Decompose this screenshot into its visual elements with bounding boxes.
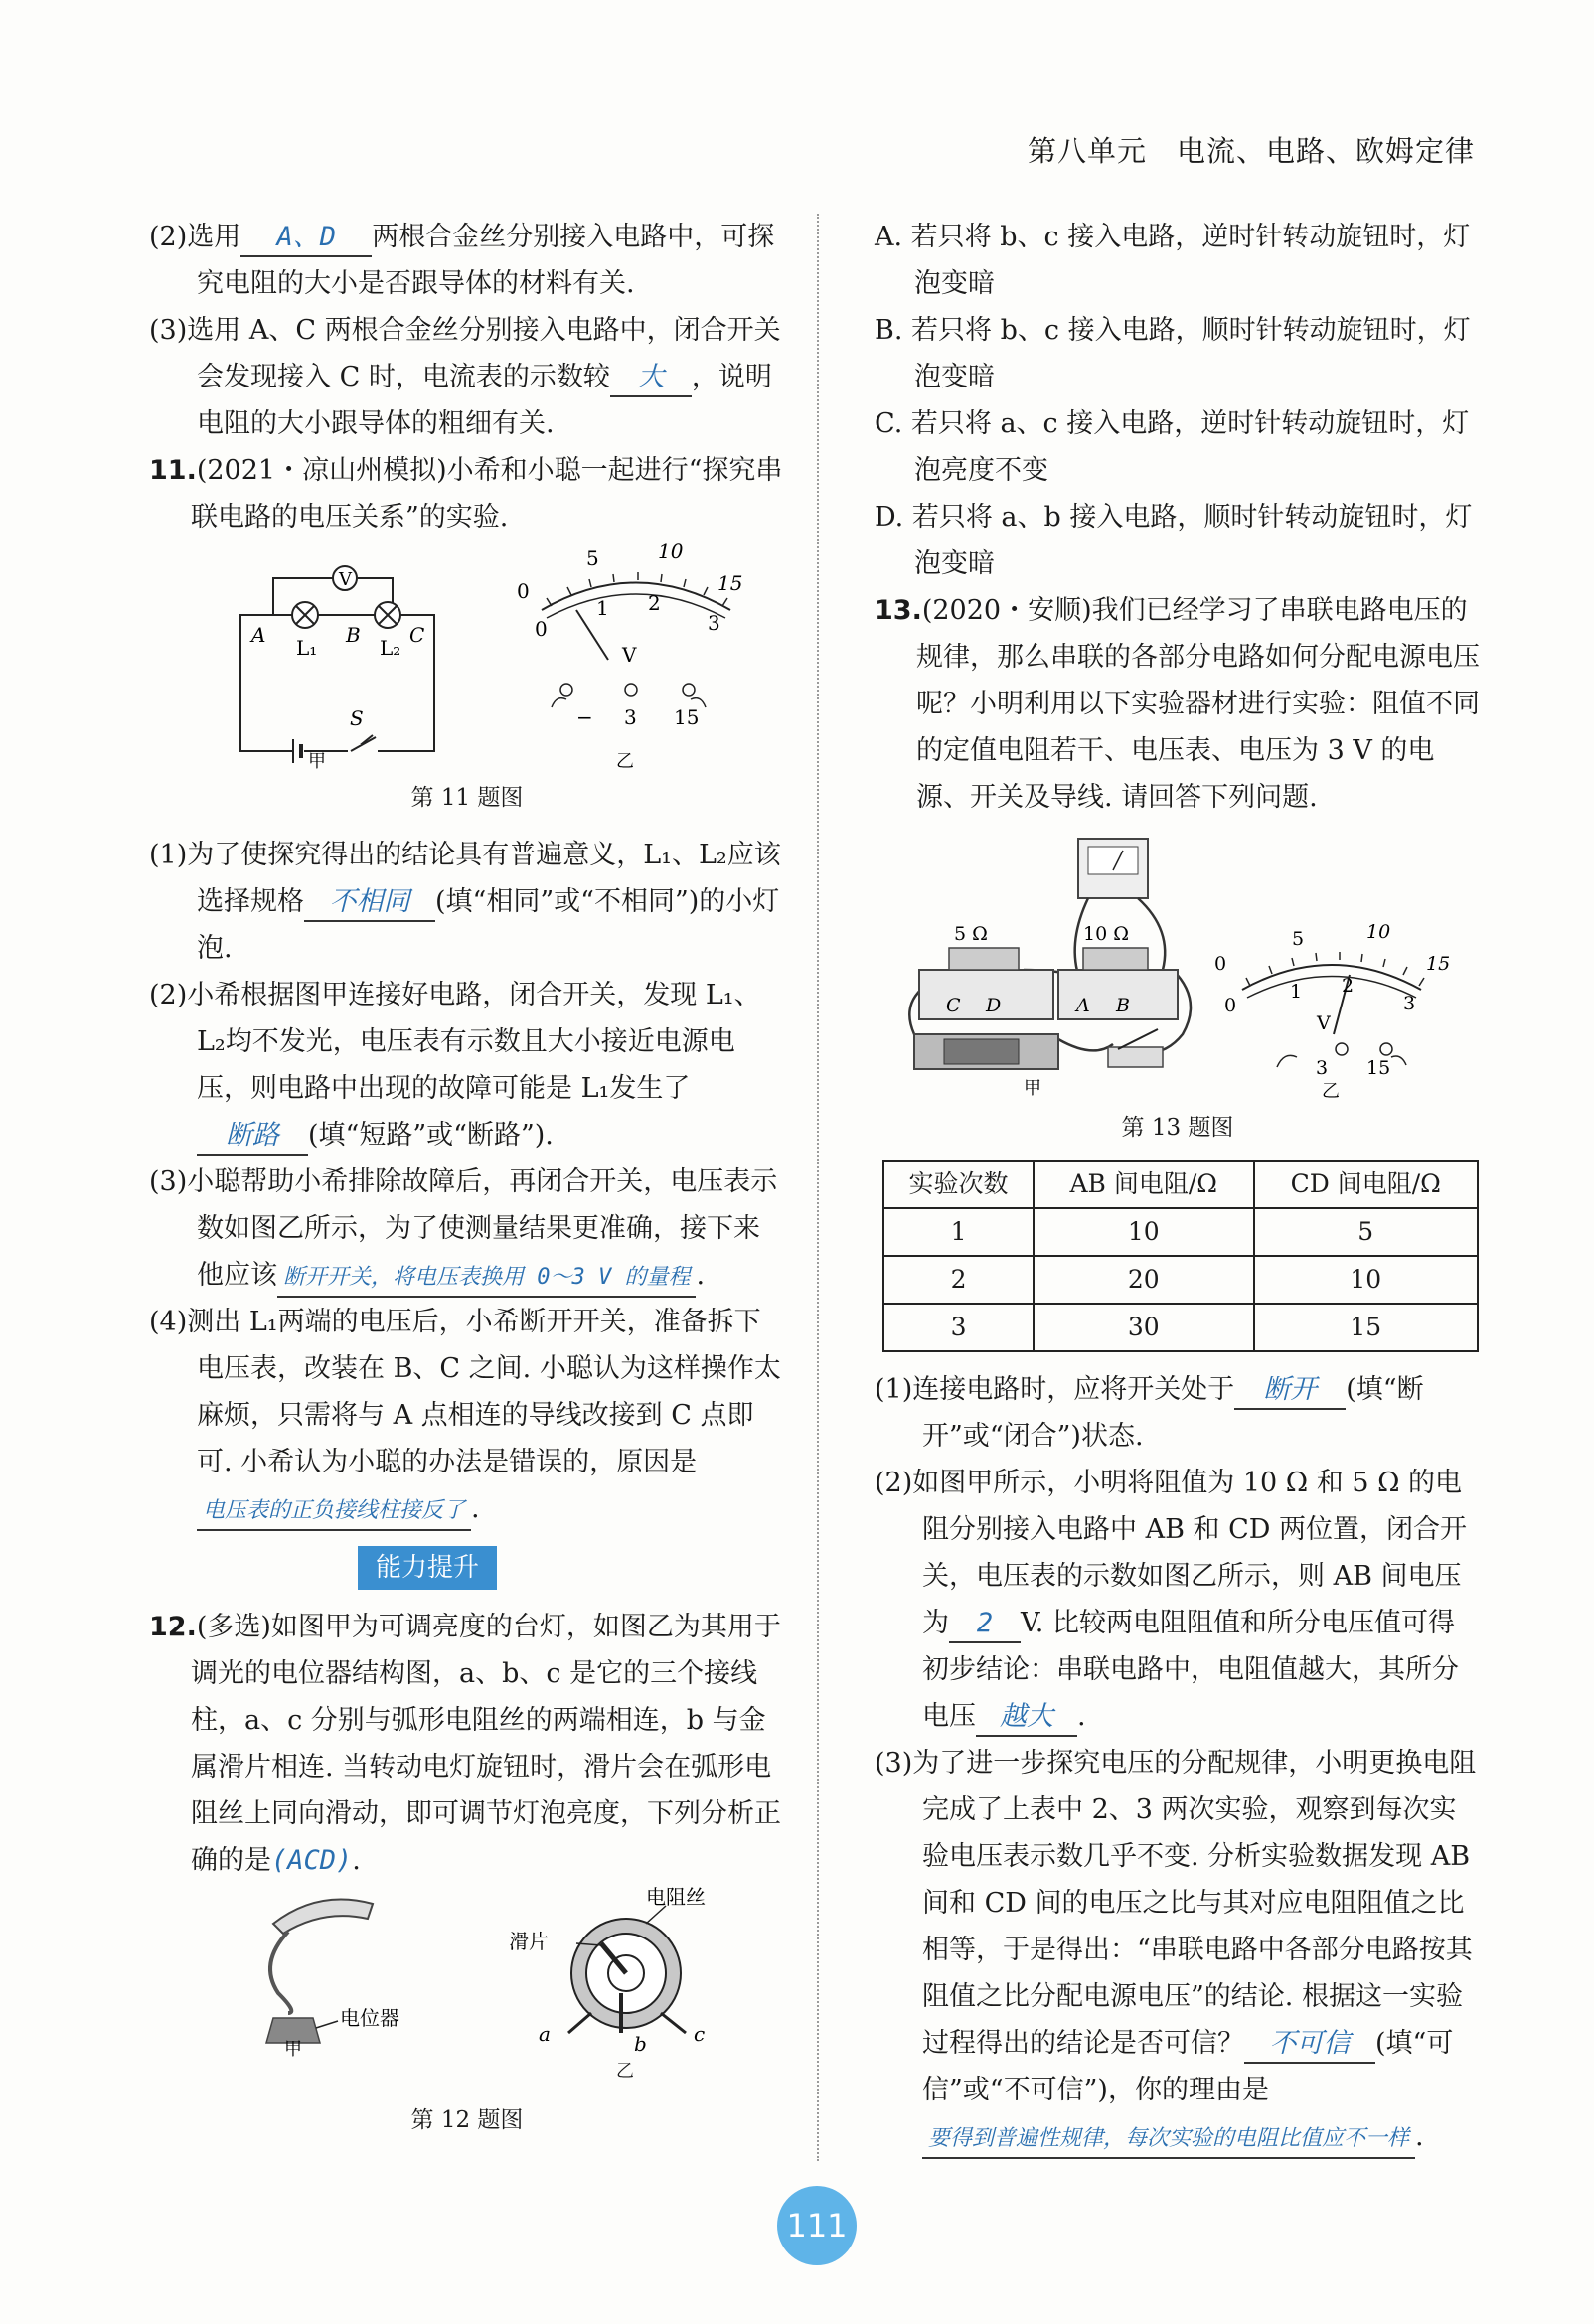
fig13-label: A [1076,995,1090,1016]
fig12-label: 电位器 [340,2006,399,2030]
table-cell: 20 [1034,1256,1253,1304]
q11-part2: (2)小希根据图甲连接好电路，闭合开关，发现 L₁、L₂均不发光，电压表有示数且大小接近电源电压，则电路中出现的故障可能是 L₁发生了断路 (填“短路”或“断路”). [149,972,785,1159]
fig11-label: L₁ [296,636,318,660]
answer-blank[interactable]: 断开 [1234,1372,1346,1410]
answer-blank[interactable]: 2 [949,1606,1021,1643]
q11-part4: (4)测出 L₁两端的电压后，小希断开开关，准备拆下电压表，改装在 B、C 之间. 小聪认为这样操作太麻烦，只需将与 A 点相连的导线改接到 C 点即可. 小希认为小聪的办法是错误的，原因是电压表的正负接线柱接反了 . [149,1299,785,1532]
fig12-diagram [149,1884,785,2058]
fig13-label: 乙 [1322,1081,1340,1099]
fig12-label: 滑片 [509,1930,549,1953]
fig13-tick: 2 [1342,975,1355,997]
answer-blank[interactable]: 要得到普遍性规律，每次实验的电阻比值应不一样 [922,2121,1415,2159]
fig11-label: S [350,706,364,730]
option-d[interactable]: D. 若只将 a、b 接入电路，顺时针转动旋钮时，灯泡变暗 [875,502,1473,579]
table-header: CD 间电阻/Ω [1254,1161,1478,1208]
fig11-tick: 10 [658,541,684,563]
fig11-tick: 0 [517,579,530,603]
table-header: AB 间电阻/Ω [1034,1161,1253,1208]
fig11-tick: 15 [717,571,743,595]
fig12 [149,1884,785,2058]
table-cell: 10 [1254,1256,1478,1304]
data-table [882,1160,1479,1352]
left-column [149,214,785,2144]
fig13-tick: 3 [1403,993,1416,1014]
fig11-tick: 5 [586,546,599,570]
table-row [883,1256,1478,1304]
table-cell: 15 [1254,1304,1478,1351]
fig12-label: a [539,2022,551,2046]
answer-blank[interactable]: 越大 [976,1699,1077,1737]
fig13-label: 10 Ω [1083,923,1129,945]
fig11-terminal: − [576,705,593,729]
answer-blank[interactable]: 不可信 [1244,2026,1375,2064]
fig11-label: 甲 [308,751,326,769]
fig13-label: V [1317,1012,1331,1034]
fig12-label: 电阻丝 [646,1885,706,1909]
q13-stem: 13.(2020・安顺)我们已经学习了串联电路电压的规律，那么串联的各部分电路如何分配电源电压呢？小明利用以下实验器材进行实验：阻值不同的定值电阻若干、电压表、电压为 3 V 的电源、开关及导线. 请回答下列问题. [875,595,1480,813]
fig11-diagram [149,541,785,769]
fig13-tick: 0 [1214,953,1227,975]
table-cell: 5 [1254,1208,1478,1256]
table-cell: 3 [883,1304,1034,1351]
page-header: 第八单元 电流、电路、欧姆定律 [1027,134,1475,168]
answer-blank[interactable]: 不相同 [304,884,435,922]
fig11-label: L₂ [380,636,401,660]
section-badge: 能力提升 [358,1546,497,1590]
fig13-label: D [986,995,1002,1016]
fig13-tick: 15 [1426,953,1451,975]
option-a[interactable]: A. 若只将 b、c 接入电路，逆时针转动旋钮时，灯泡变暗 [875,222,1471,299]
q13-part2: (2)如图甲所示，小明将阻值为 10 Ω 和 5 Ω 的电阻分别接入电路中 AB 和 CD 两位置，闭合开关，电压表的示数如图乙所示，则 AB 间电压为 2 V. 比较两电阻阻值和所分电压值可得初步结论：串联电路中，电阻值越大，其所分电压 越大 . [875,1460,1481,1740]
fig13-tick: 10 [1366,921,1391,943]
table-cell: 1 [883,1208,1034,1256]
fig13-caption: 第 13 题图 [1121,1115,1234,1141]
fig11 [149,541,785,769]
fig12-caption: 第 12 题图 [410,2107,524,2133]
q11-part3: (3)小聪帮助小希排除故障后，再闭合开关，电压表示数如图乙所示，为了使测量结果更准确，接下来他应该 断开开关，将电压表换用 0～3 V 的量程 . [149,1159,785,1299]
answer-blank[interactable]: 电压表的正负接线柱接反了 [197,1493,471,1531]
fig13 [875,821,1481,1099]
table-row [883,1304,1478,1351]
table-cell: 2 [883,1256,1034,1304]
fig13-tick: 5 [1292,928,1305,950]
fig13-terminal: 15 [1366,1057,1391,1079]
table-cell: 30 [1034,1304,1253,1351]
fig11-label: 乙 [616,751,634,769]
fig13-label: 甲 [1024,1078,1041,1099]
fig11-label: V [622,643,637,667]
q10-part3: (3)选用 A、C 两根合金丝分别接入电路中，闭合开关会发现接入 C 时，电流表的示数较 大 ，说明电阻的大小跟导体的粗细有关. [149,315,781,439]
answer-blank[interactable]: 断路 [197,1118,308,1156]
fig11-tick: 1 [596,596,609,620]
fig11-terminal: 3 [624,705,637,729]
option-c[interactable]: C. 若只将 a、c 接入电路，逆时针转动旋钮时，灯泡亮度不变 [875,408,1470,486]
fig11-caption: 第 11 题图 [410,785,524,811]
fig13-terminal: 3 [1316,1057,1329,1079]
fig13-tick: 0 [1224,995,1237,1016]
fig11-tick: 3 [708,611,720,635]
fig13-tick: 1 [1290,981,1303,1003]
table-cell: 10 [1034,1208,1253,1256]
fig12-label: 甲 [284,2039,302,2058]
answer-blank[interactable]: A、D [240,220,372,257]
fig13-diagram [875,821,1481,1099]
page-number [757,2186,877,2265]
table-row [883,1208,1478,1256]
q13-part3: (3)为了进一步探究电压的分配规律，小明更换电阻完成了上表中 2、3 两次实验，观察到每次实验电压表示数几乎不变. 分析实验数据发现 AB 间和 CD 间的电压之比与其对应电阻阻值之比相等，于是得出：“串联电路中各部分电路按其阻值之比分配电源电压”的结论. 根据这一实验过程得出的结论是否可信？ 不可信 (填“可信”或“不可信”)，你的理由是要得到普遍性规律，每次实验的电阻比值应不一样 . [875,1740,1481,2160]
q13-part1: (1)连接电路时，应将开关处于 断开 (填“断开”或“闭合”)状态. [875,1374,1424,1452]
fig12-label: 乙 [616,2061,634,2082]
answer-choice[interactable]: (ACD) [271,1845,353,1876]
table-header-row [883,1161,1478,1208]
fig11-label: C [409,623,425,647]
fig12-label: c [694,2022,706,2046]
right-column [875,214,1481,2160]
fig13-label: 5 Ω [954,923,988,945]
answer-blank[interactable]: 断开开关，将电压表换用 0～3 V 的量程 [277,1260,696,1298]
fig12-sublabels [149,2058,785,2097]
q11-stem: 11.(2021・凉山州模拟)小希和小聪一起进行“探究串联电路的电压关系”的实验. [149,455,783,533]
table-header: 实验次数 [883,1161,1034,1208]
answer-blank[interactable]: 大 [610,360,692,397]
fig11-tick: 0 [535,617,548,641]
fig13-label: C [946,995,961,1016]
page-number-text: 111 [786,2207,848,2245]
fig11-label: V [339,569,352,590]
q11-part1: (1)为了使探究得出的结论具有普遍意义，L₁、L₂应该选择规格 不相同 (填“相同”或“不相同”)的小灯泡. [149,840,781,964]
q12-stem: 12.(多选)如图甲为可调亮度的台灯，如图乙为其用于调光的电位器结构图，a、b、c 是它的三个接线柱，a、c 分别与弧形电阻丝的两端相连，b 与金属滑片相连. 当转动电灯旋钮时，滑片会在弧形电阻丝上同向滑动，即可调节灯泡亮度，下列分析正确的是(ACD). [149,1612,781,1876]
fig11-terminal: 15 [674,705,700,729]
fig13-label: B [1116,995,1130,1016]
fig11-label: A [251,623,266,647]
option-b[interactable]: B. 若只将 b、c 接入电路，顺时针转动旋钮时，灯泡变暗 [875,315,1471,392]
column-divider [817,214,819,2161]
q10-part2: (2)选用 A、D 两根合金丝分别接入电路中，可探究电阻的大小是否跟导体的材料有关. [149,222,775,299]
fig12-label: b [634,2032,647,2056]
fig11-tick: 2 [648,591,661,615]
fig11-label: B [346,623,361,647]
